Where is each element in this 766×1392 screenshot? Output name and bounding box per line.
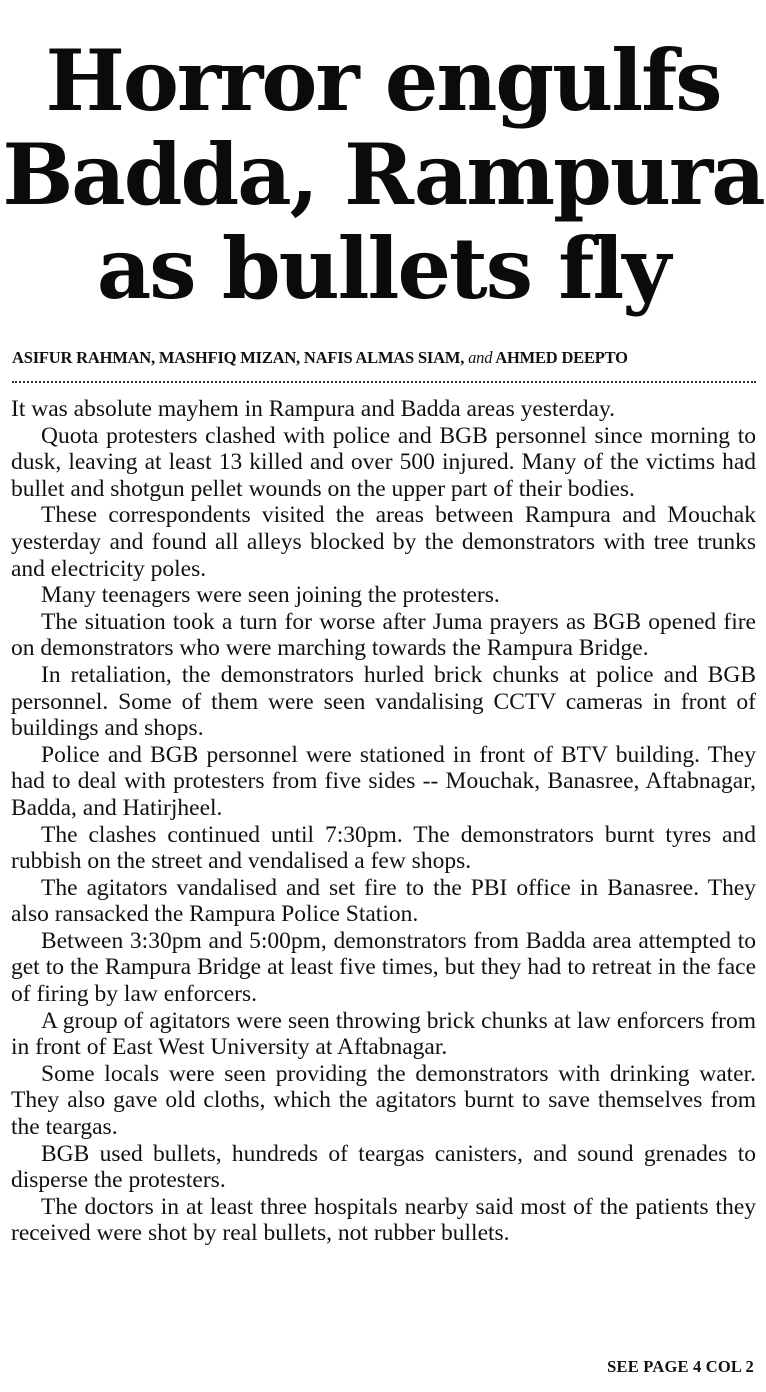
headline-line-1: Horror engulfs [45, 31, 721, 130]
paragraph: BGB used bullets, hundreds of teargas canisters, and sound grenades to disperse the protesters. [11, 1140, 756, 1194]
paragraph: Between 3:30pm and 5:00pm, demonstrators from Badda area attempted to get to the Rampura Bridge at least five times, but they had to retreat in the face of firing by law enforcers. [11, 927, 756, 1008]
paragraph: Police and BGB personnel were stationed in front of BTV building. They had to deal with protesters from five sides -- Mouchak, Banasree, Aftabnagar, Badda, and Hatirjheel. [11, 741, 756, 821]
paragraph: The agitators vandalised and set fire to the PBI office in Banasree. They also ransacked the Rampura Police Station. [11, 874, 756, 928]
paragraph: The doctors in at least three hospitals nearby said most of the patients they received were shot by real bullets, not rubber bullets. [11, 1193, 756, 1247]
headline [0, 31, 766, 318]
byline-last-name: AHMED DEEPTO [495, 348, 628, 367]
dotted-divider [12, 381, 756, 383]
paragraph: Quota protesters clashed with police and BGB personnel since morning to dusk, leaving at least 13 killed and over 500 injured. Many of the victims had bullet and shotgun pellet wounds on the upper part of their bodies. [11, 422, 756, 502]
paragraph: A group of agitators were seen throwing brick chunks at law enforcers from in front of East West University at Aftabnagar. [11, 1007, 756, 1061]
paragraph: Some locals were seen providing the demonstrators with drinking water. They also gave old cloths, which the agitators burnt to save themselves from the teargas. [11, 1060, 756, 1141]
byline [12, 347, 756, 369]
headline-line-2: Badda, Rampura [2, 125, 764, 224]
paragraph: Many teenagers were seen joining the protesters. [41, 582, 500, 609]
paragraph: The situation took a turn for worse after Juma prayers as BGB opened fire on demonstrators who were marching towards the Rampura Bridge. [11, 608, 756, 662]
paragraph: In retaliation, the demonstrators hurled brick chunks at police and BGB personnel. Some of them were seen vandalising CCTV cameras in front of buildings and shops. [11, 661, 756, 742]
paragraph: It was absolute mayhem in Rampura and Badda areas yesterday. [11, 396, 616, 422]
article-body [11, 396, 756, 1247]
headline-line-3: as bullets fly [96, 219, 670, 318]
paragraph: These correspondents visited the areas between Rampura and Mouchak yesterday and found all alleys blocked by the demonstrators with tree trunks and electricity poles. [11, 502, 756, 582]
byline-conjunction: and [468, 348, 493, 367]
continuation-jump-line: SEE PAGE 4 COL 2 [607, 1357, 754, 1376]
byline-names: ASIFUR RAHMAN, MASHFIQ MIZAN, NAFIS ALMAS SIAM, [12, 348, 465, 367]
paragraph: The clashes continued until 7:30pm. The demonstrators burnt tyres and rubbish on the street and vendalised a few shops. [11, 821, 756, 875]
